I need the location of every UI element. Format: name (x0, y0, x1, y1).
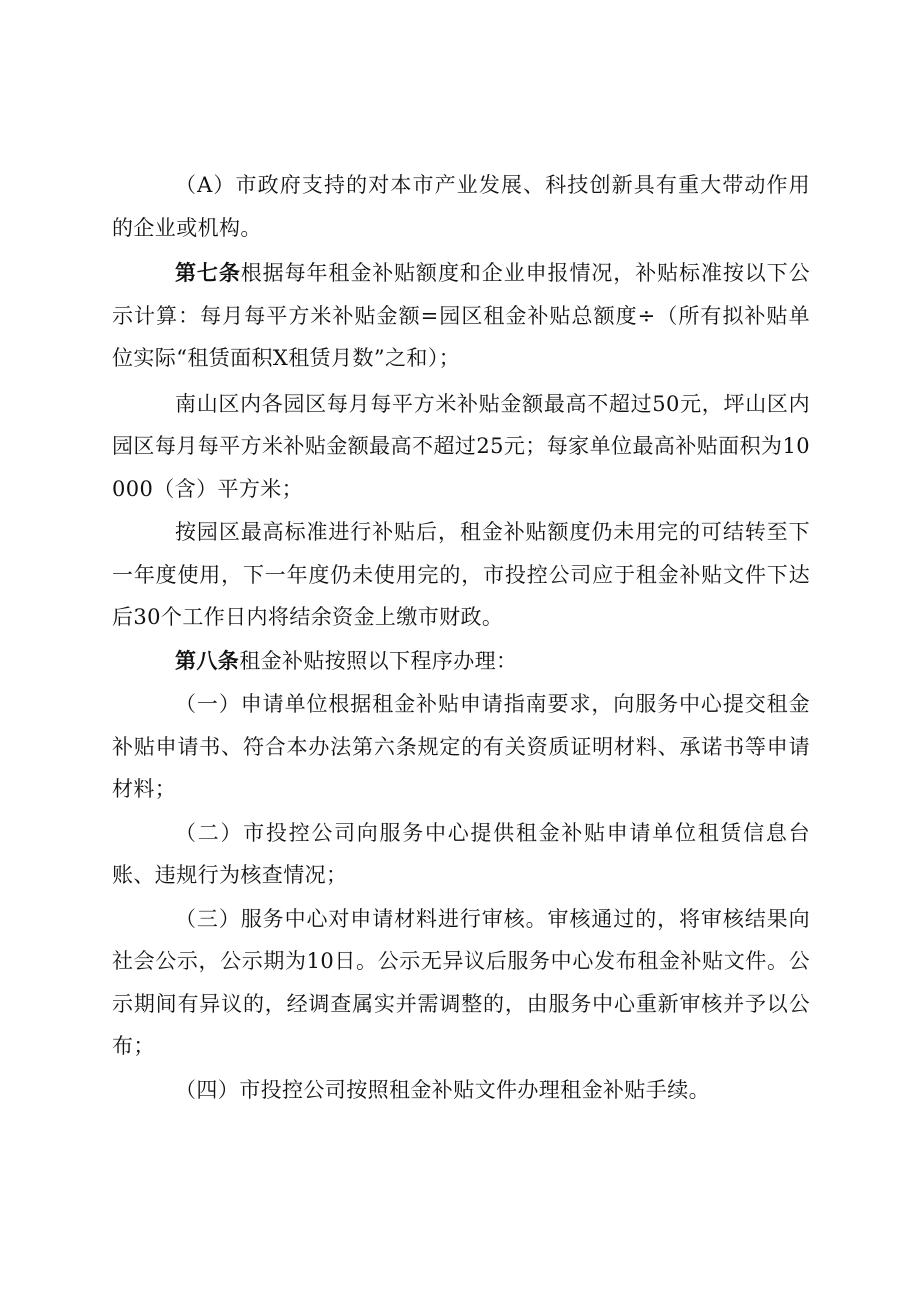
paragraph-step-1 (112, 683, 810, 811)
paragraph-text: 租金补贴按照以下程序办理： (239, 648, 518, 673)
paragraph-article-7 (112, 252, 810, 380)
paragraph-subsidy-limits (112, 383, 810, 511)
paragraph-text: （一）申请单位根据租金补贴申请指南要求，向服务中心提交租金补贴申请书、符合本办法第六条规定的有关资质证明材料、承诺书等申请材料； (112, 692, 810, 801)
paragraph-text: （二）市投控公司向服务中心提供租金补贴申请单位租赁信息台账、违规行为核查情况； (112, 820, 810, 887)
paragraph-step-2 (112, 812, 810, 897)
document-body (112, 164, 810, 1111)
paragraph-text: 根据每年租金补贴额度和企业申报情况，补贴标准按以下公示计算：每月每平方米补贴金额=园区租金补贴总额度÷（所有拟补贴单位实际“租赁面积X租赁月数”之和）； (112, 261, 810, 370)
paragraph-text: （A）市政府支持的对本市产业发展、科技创新具有重大带动作用的企业或机构。 (112, 173, 810, 240)
article-7-label: 第七条 (175, 261, 241, 285)
paragraph-step-4 (112, 1069, 810, 1112)
paragraph-text: （四）市投控公司按照租金补贴文件办理租金补贴手续。 (175, 1077, 710, 1102)
paragraph-text: （三）服务中心对申请材料进行审核。审核通过的，将审核结果向社会公示，公示期为10日。公示无异议后服务中心发布租金补贴文件。公示期间有异议的，经调查属实并需调整的，由服务中心重新审核并予以公布； (112, 906, 810, 1058)
paragraph-carryover (112, 511, 810, 639)
paragraph-article-8 (112, 640, 810, 683)
paragraph-text: 南山区内各园区每月每平方米补贴金额最高不超过50元，坪山区内园区每月每平方米补贴金额最高不超过25元；每家单位最高补贴面积为10000（含）平方米； (112, 391, 810, 501)
article-8-label: 第八条 (175, 648, 240, 673)
paragraph-step-3 (112, 898, 810, 1068)
paragraph-text: 按园区最高标准进行补贴后，租金补贴额度仍未用完的可结转至下一年度使用，下一年度仍未使用完的，市投控公司应于租金补贴文件下达后30个工作日内将结余资金上缴市财政。 (112, 520, 810, 629)
paragraph-clause-a (112, 164, 810, 249)
